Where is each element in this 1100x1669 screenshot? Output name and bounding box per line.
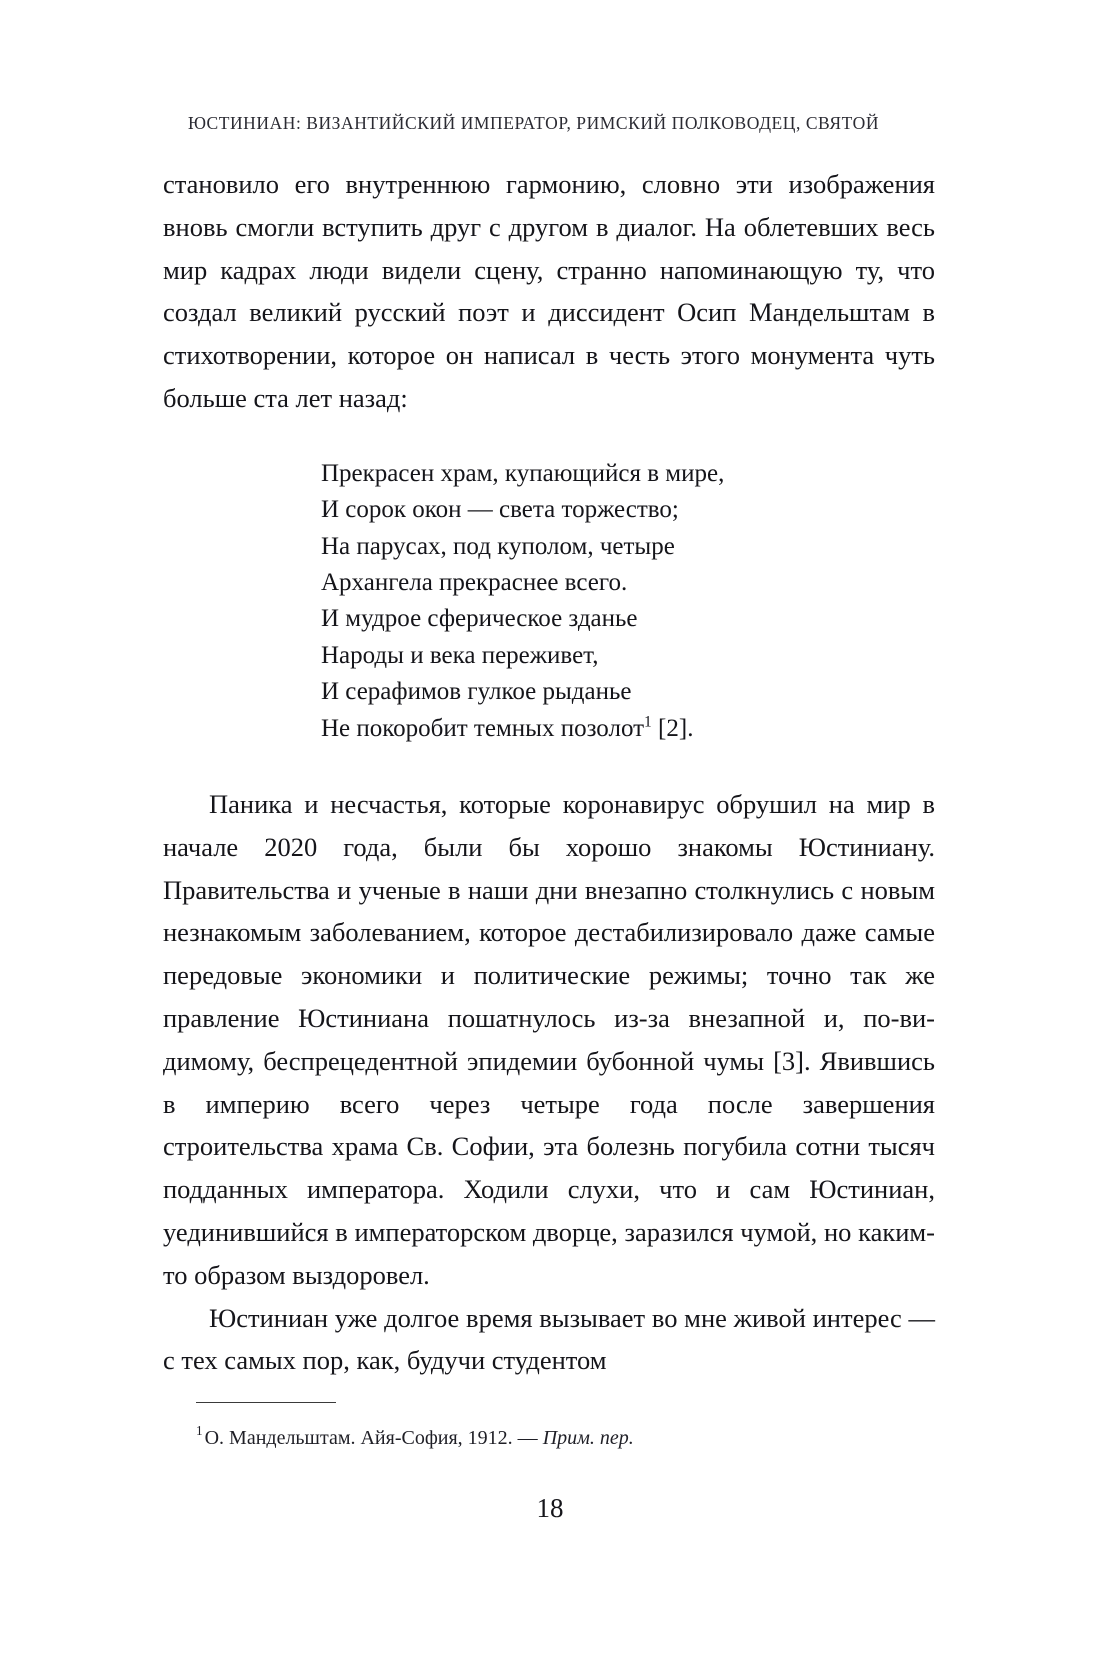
paragraph-plague: Паника и несчастья, которые коронавирус обрушил на мир в начале 2020 года, были бы хорошо знакомы Юстиниану. Правительства и ученые в наши дни внезапно столкнулись с новым незнакомым заболеванием, которое дестабилизировало даже самые передовые экономики и политические режимы; точно так же правление Юстиниана пошатнулось из-за внезапной и, по-видимому, беспрецедентной эпидемии бубонной чумы [3]. Явившись в империю всего через четыре года после завершения строительства храма Св. Софии, эта болезнь погубила сотни тысяч подданных императора. Ходили слухи, что и сам Юстиниан, уединившийся в императорском дворце, заразился чумой, но каким-то образом выздоровел. <box>163 789 935 1290</box>
poem-line-final-citation: [2]. <box>651 714 694 742</box>
poem-line-final <box>321 711 935 747</box>
footnote-reference-marker[interactable]: 1 <box>644 713 652 731</box>
paragraph-continuation: становило его внутреннюю гармонию, словно эти изображения вновь смогли вступить друг с другом в диалог. На облетевших весь мир кадрах люди видели сцену, странно напоминающую ту, что создал великий русский поэт и диссидент Осип Мандельштам в стихотворении, которое он написал в честь этого монумента чуть больше ста лет назад: <box>163 169 935 413</box>
running-head: ЮСТИНИАН: ВИЗАНТИЙСКИЙ ИМПЕРАТОР, РИМСКИЙ ПОЛКОВОДЕЦ, СВЯТОЙ <box>188 113 880 133</box>
poem-line: Народы и века переживет, <box>321 641 599 669</box>
poem-line: И серафимов гулкое рыданье <box>321 678 632 706</box>
footnote <box>196 1424 896 1452</box>
poem-line: Прекрасен храм, купающийся в мире, <box>321 459 725 487</box>
footnote-text: О. Мандельштам. Айя-София, 1912. — <box>204 1427 543 1449</box>
poem-line: На парусах, под куполом, четыре <box>321 532 675 560</box>
poem-quotation <box>163 456 935 747</box>
text-block <box>163 163 935 1382</box>
poem-line: Архангела прекраснее всего. <box>321 569 628 596</box>
paragraph-personal-interest: Юстиниан уже долгое время вызывает во мне живой интерес — с тех самых пор, как, будучи студентом <box>163 1302 935 1376</box>
footnote-translator-note: Прим. пер. <box>542 1427 634 1449</box>
poem-line: И мудрое сферическое зданье <box>321 605 638 633</box>
footnote-separator-rule <box>196 1402 336 1403</box>
page-number: 18 <box>536 1493 564 1523</box>
poem-line: И сорок окон — света торжество; <box>321 496 679 524</box>
footnote-number: 1 <box>196 1423 203 1439</box>
poem-line-final-text: Не покоробит темных позолот <box>321 714 645 742</box>
